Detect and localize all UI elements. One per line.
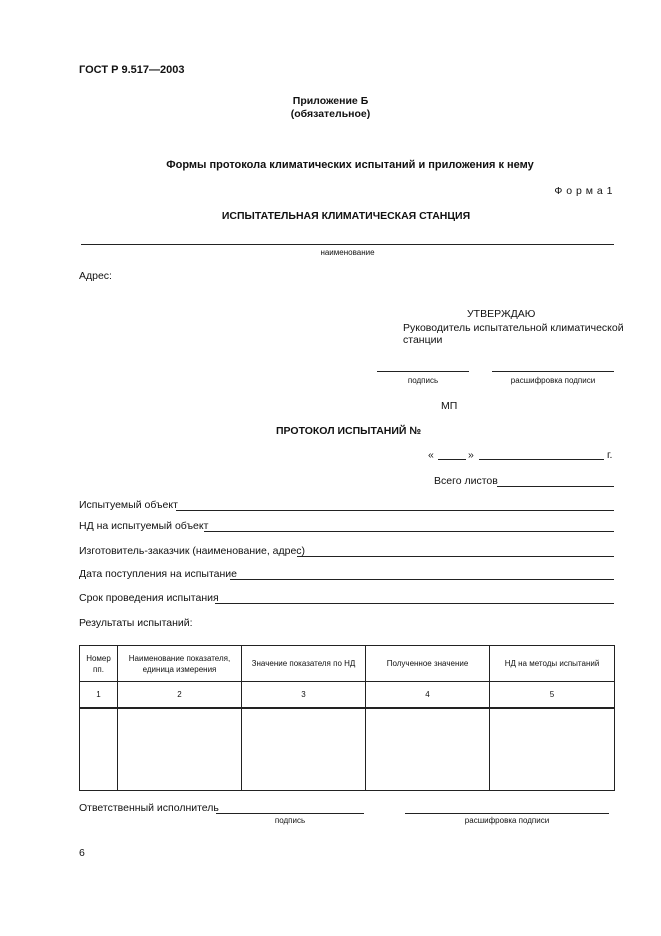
table-header-indicator: Наименование показателя, единица измерения (128, 653, 231, 674)
field-label-test-object: Испытуемый объект (79, 499, 178, 511)
executor-decode-caption: расшифровка подписи (464, 816, 550, 825)
results-label: Результаты испытаний: (79, 617, 193, 629)
approval-decode-line[interactable] (492, 371, 614, 372)
approval-signature-caption: подпись (407, 376, 439, 385)
date-month-year-line[interactable] (479, 459, 604, 460)
table-header-nd-value: Значение показателя по НД (251, 659, 356, 668)
table-header-obtained-value: Полученное значение (386, 659, 469, 668)
form-label: Ф о р м а 1 (554, 185, 613, 197)
total-sheets-line[interactable] (497, 486, 614, 487)
executor-signature-line[interactable] (216, 813, 364, 814)
field-line-test-object[interactable] (176, 510, 614, 511)
approval-signature-line[interactable] (377, 371, 469, 372)
field-label-nd-object: НД на испытуемый объект (79, 520, 209, 532)
standard-number: ГОСТ Р 9.517—2003 (79, 64, 185, 76)
field-line-nd-object[interactable] (204, 531, 614, 532)
page-number: 6 (79, 847, 85, 859)
approval-position-line1: Руководитель испытательной климатической (403, 322, 624, 334)
appendix-title: Приложение Б (292, 95, 369, 107)
table-col-number: 5 (549, 690, 555, 699)
station-name-caption: наименование (320, 248, 375, 257)
field-line-test-period[interactable] (215, 603, 614, 604)
protocol-title: ПРОТОКОЛ ИСПЫТАНИЙ № (276, 425, 422, 437)
field-label-manufacturer: Изготовитель-заказчик (наименование, адрес) (79, 545, 306, 557)
table-header-test-methods: НД на методы испытаний (504, 659, 600, 668)
executor-signature-caption: подпись (274, 816, 306, 825)
executor-label: Ответственный исполнитель (79, 802, 219, 814)
field-label-receipt-date: Дата поступления на испытание (79, 568, 237, 580)
executor-decode-line[interactable] (405, 813, 609, 814)
stamp-label: МП (441, 400, 458, 412)
results-table (79, 645, 615, 791)
table-col-number: 2 (177, 690, 182, 699)
date-year-suffix: г. (607, 449, 613, 461)
table-col-number: 1 (96, 690, 101, 699)
date-close-quote: » (468, 449, 474, 461)
date-open-quote: « (428, 449, 434, 461)
field-line-manufacturer[interactable] (297, 556, 614, 557)
field-label-test-period: Срок проведения испытания (79, 592, 219, 604)
approval-decode-caption: расшифровка подписи (510, 376, 596, 385)
approval-title: УТВЕРЖДАЮ (467, 308, 536, 320)
table-header-number: Номер пп. (86, 653, 111, 674)
total-sheets-label: Всего листов (434, 475, 498, 487)
section-title: Формы протокола климатических испытаний и приложения к нему (166, 159, 534, 171)
table-col-number: 4 (425, 690, 430, 699)
address-label: Адрес: (79, 270, 112, 282)
station-title: ИСПЫТАТЕЛЬНАЯ КЛИМАТИЧЕСКАЯ СТАНЦИЯ (221, 210, 471, 222)
table-body-empty[interactable] (80, 709, 614, 790)
station-name-line[interactable] (81, 244, 614, 245)
appendix-note: (обязательное) (290, 108, 371, 120)
field-line-receipt-date[interactable] (230, 579, 614, 580)
approval-position-line2: станции (403, 334, 443, 346)
date-day-line[interactable] (438, 459, 466, 460)
table-col-number: 3 (301, 690, 306, 699)
